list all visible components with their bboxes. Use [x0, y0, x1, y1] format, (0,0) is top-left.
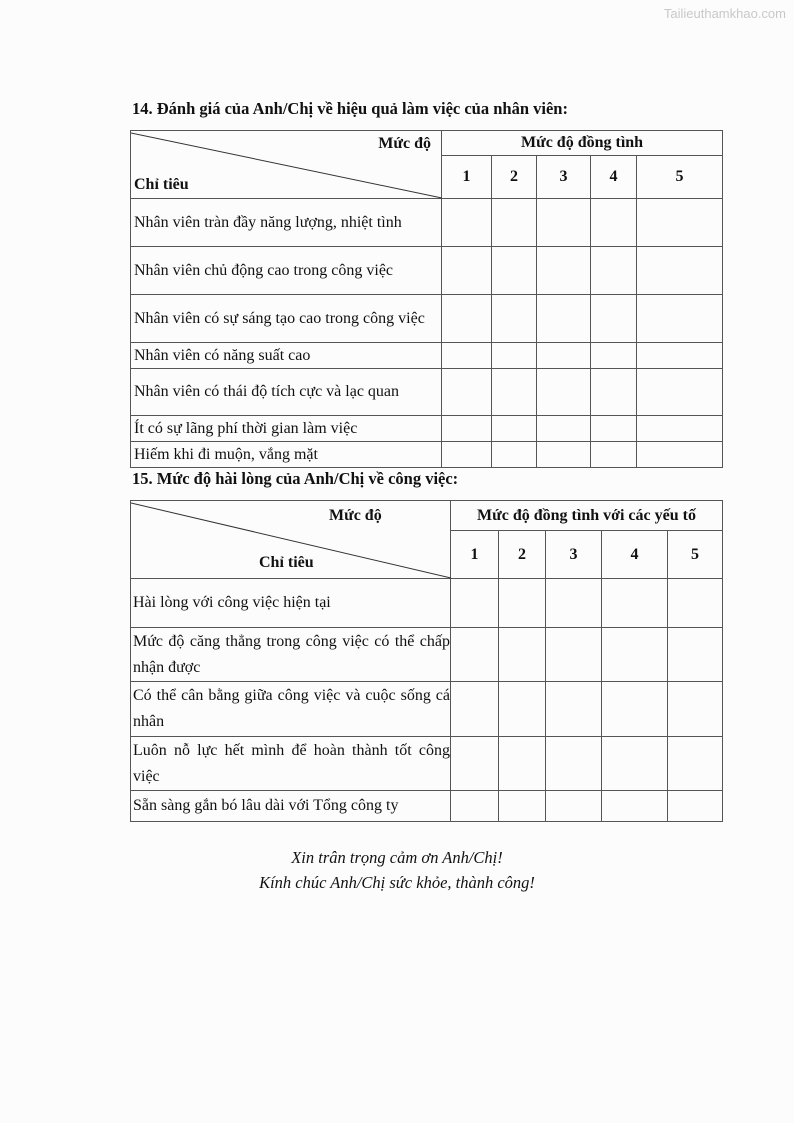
- question-14-table: [130, 130, 723, 468]
- rating-cell-2[interactable]: [499, 737, 546, 791]
- table-row: [131, 682, 723, 737]
- rating-cell-3[interactable]: [537, 199, 591, 247]
- rating-cell-5[interactable]: [637, 369, 723, 416]
- scale-header-2: 2: [492, 156, 537, 199]
- rating-cell-1[interactable]: [442, 343, 492, 369]
- table-row: [131, 416, 723, 442]
- rating-cell-1[interactable]: [442, 199, 492, 247]
- group-header: Mức độ đồng tình với các yếu tố: [451, 501, 723, 531]
- rating-cell-1[interactable]: [451, 579, 499, 628]
- scale-header-3: 3: [546, 531, 602, 579]
- criterion-label: Ít có sự lãng phí thời gian làm việc: [131, 416, 442, 442]
- rating-cell-1[interactable]: [442, 416, 492, 442]
- scale-header-5: 5: [637, 156, 723, 199]
- criterion-label: Luôn nỗ lực hết mình để hoàn thành tốt công việc: [131, 737, 451, 791]
- rating-cell-5[interactable]: [668, 682, 723, 737]
- rating-cell-3[interactable]: [537, 416, 591, 442]
- rating-cell-4[interactable]: [591, 295, 637, 343]
- group-header: Mức độ đồng tình: [442, 131, 723, 156]
- criterion-label: Nhân viên có sự sáng tạo cao trong công việc: [131, 295, 442, 343]
- table-row: [131, 791, 723, 822]
- criterion-label: Hiếm khi đi muộn, vắng mặt: [131, 442, 442, 468]
- rating-cell-5[interactable]: [637, 295, 723, 343]
- table-row: [131, 199, 723, 247]
- rating-cell-2[interactable]: [492, 343, 537, 369]
- rating-cell-4[interactable]: [591, 416, 637, 442]
- rating-cell-4[interactable]: [591, 247, 637, 295]
- rating-cell-3[interactable]: [537, 369, 591, 416]
- question-15-title: 15. Mức độ hài lòng của Anh/Chị về công việc:: [132, 469, 459, 488]
- rating-cell-3[interactable]: [546, 737, 602, 791]
- scale-header-4: 4: [591, 156, 637, 199]
- scale-header-1: 1: [442, 156, 492, 199]
- table-row: [131, 442, 723, 468]
- rating-cell-4[interactable]: [591, 199, 637, 247]
- rating-cell-2[interactable]: [499, 579, 546, 628]
- criterion-label: Nhân viên chủ động cao trong công việc: [131, 247, 442, 295]
- table-row: [131, 628, 723, 682]
- rating-cell-2[interactable]: [499, 791, 546, 822]
- criterion-label: Hài lòng với công việc hiện tại: [131, 579, 451, 628]
- table-row: [131, 295, 723, 343]
- rating-cell-5[interactable]: [668, 737, 723, 791]
- scale-header-3: 3: [537, 156, 591, 199]
- rating-cell-4[interactable]: [591, 442, 637, 468]
- question-15-table: [130, 500, 723, 822]
- table-row: [131, 247, 723, 295]
- rating-cell-1[interactable]: [442, 247, 492, 295]
- rating-cell-5[interactable]: [668, 628, 723, 682]
- criterion-label: Nhân viên có năng suất cao: [131, 343, 442, 369]
- rating-cell-2[interactable]: [492, 295, 537, 343]
- rating-cell-5[interactable]: [637, 199, 723, 247]
- criterion-label: Sẵn sàng gắn bó lâu dài với Tổng công ty: [131, 791, 451, 822]
- rating-cell-1[interactable]: [451, 737, 499, 791]
- rating-cell-3[interactable]: [537, 442, 591, 468]
- table-row: [131, 343, 723, 369]
- scale-header-1: 1: [451, 531, 499, 579]
- scale-header-2: 2: [499, 531, 546, 579]
- criterion-label: Có thể cân bằng giữa công việc và cuộc sống cá nhân: [131, 682, 451, 737]
- rating-cell-1[interactable]: [451, 791, 499, 822]
- watermark: Tailieuthamkhao.com: [663, 6, 786, 21]
- rating-cell-4[interactable]: [591, 369, 637, 416]
- rating-cell-1[interactable]: [451, 682, 499, 737]
- closing-line-1: Xin trân trọng cảm ơn Anh/Chị!: [291, 848, 503, 867]
- question-14-title: 14. Đánh giá của Anh/Chị về hiệu quả làm việc của nhân viên:: [132, 99, 568, 118]
- rating-cell-4[interactable]: [602, 682, 668, 737]
- rating-cell-3[interactable]: [546, 579, 602, 628]
- criterion-label: Mức độ căng thẳng trong công việc có thể chấp nhận được: [131, 628, 451, 682]
- corner-bottom-label: Chỉ tiêu: [259, 554, 314, 571]
- rating-cell-5[interactable]: [637, 442, 723, 468]
- rating-cell-3[interactable]: [546, 791, 602, 822]
- rating-cell-2[interactable]: [492, 369, 537, 416]
- table-row: [131, 579, 723, 628]
- table-row: [131, 737, 723, 791]
- rating-cell-3[interactable]: [537, 343, 591, 369]
- rating-cell-5[interactable]: [668, 791, 723, 822]
- scale-header-5: 5: [668, 531, 723, 579]
- closing-line-2: Kính chúc Anh/Chị sức khỏe, thành công!: [259, 873, 535, 892]
- rating-cell-2[interactable]: [492, 442, 537, 468]
- rating-cell-4[interactable]: [591, 343, 637, 369]
- rating-cell-4[interactable]: [602, 791, 668, 822]
- rating-cell-5[interactable]: [637, 247, 723, 295]
- rating-cell-4[interactable]: [602, 737, 668, 791]
- rating-cell-4[interactable]: [602, 628, 668, 682]
- table-row: [131, 369, 723, 416]
- rating-cell-2[interactable]: [499, 628, 546, 682]
- scale-header-4: 4: [602, 531, 668, 579]
- corner-top-label: Mức độ: [378, 135, 431, 152]
- corner-header: [131, 501, 451, 579]
- rating-cell-1[interactable]: [451, 628, 499, 682]
- rating-cell-2[interactable]: [492, 416, 537, 442]
- rating-cell-4[interactable]: [602, 579, 668, 628]
- rating-cell-3[interactable]: [537, 247, 591, 295]
- rating-cell-2[interactable]: [492, 247, 537, 295]
- rating-cell-1[interactable]: [442, 369, 492, 416]
- rating-cell-5[interactable]: [637, 343, 723, 369]
- rating-cell-3[interactable]: [537, 295, 591, 343]
- corner-bottom-label: Chỉ tiêu: [134, 176, 189, 193]
- criterion-label: Nhân viên có thái độ tích cực và lạc quan: [131, 369, 442, 416]
- corner-top-label: Mức độ: [329, 507, 382, 524]
- rating-cell-5[interactable]: [668, 579, 723, 628]
- criterion-label: Nhân viên tràn đầy năng lượng, nhiệt tình: [131, 199, 442, 247]
- rating-cell-3[interactable]: [546, 628, 602, 682]
- rating-cell-2[interactable]: [499, 682, 546, 737]
- corner-header: [131, 131, 442, 199]
- rating-cell-1[interactable]: [442, 442, 492, 468]
- rating-cell-3[interactable]: [546, 682, 602, 737]
- rating-cell-1[interactable]: [442, 295, 492, 343]
- rating-cell-2[interactable]: [492, 199, 537, 247]
- rating-cell-5[interactable]: [637, 416, 723, 442]
